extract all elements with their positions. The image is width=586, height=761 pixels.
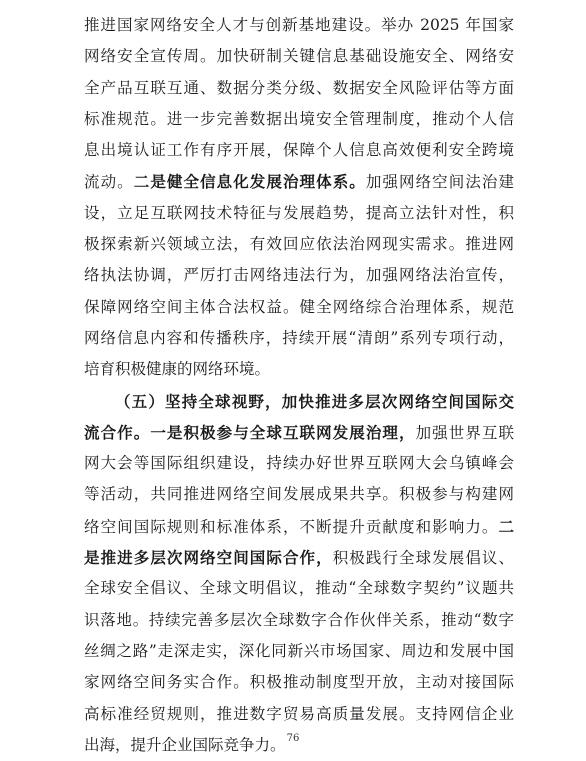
paragraph-1	[84, 10, 514, 386]
text-line: 设，立足互联网技术特征与发展趋势，提高立法针对性，积	[84, 203, 514, 222]
text-line: 全球安全倡议、全球文明倡议，推动“全球数字契约”议题共	[84, 579, 514, 598]
text-line: 培育积极健康的网络环境。	[84, 360, 271, 379]
text-span: 络空间国际规则和标准体系，不断提升贡献度和影响力。	[84, 517, 499, 536]
text-span: 加强网络空间法治建	[365, 173, 514, 192]
text-line: 络执法协调，严厉打击网络违法行为，加强网络法治宣传，	[84, 266, 514, 285]
text-line: 极探索新兴领域立法，有效回应依法治网现实需求。推进网	[84, 235, 514, 254]
bold-heading: 二	[498, 516, 514, 536]
bold-heading: 二是健全信息化发展治理体系。	[133, 172, 366, 192]
paragraph-2	[84, 386, 514, 761]
bold-heading: 流合作。一是积极参与全球互联网发展治理，	[84, 422, 416, 442]
body-text	[84, 10, 514, 761]
text-line: 网大会等国际组织建设，持续办好世界互联网大会乌镇峰会	[84, 454, 514, 473]
text-line: 识落地。持续完善多层次全球数字合作伙伴关系，推动“数字	[84, 610, 514, 629]
text-line: 等活动，共同推进网络空间发展成果共享。积极参与构建网	[84, 485, 514, 504]
text-line: 推进国家网络安全人才与创新基地建设。举办 2025 年国家	[84, 16, 514, 34]
text-span: 加强世界互联	[415, 423, 514, 442]
text-line: 标准规范。进一步完善数据出境安全管理制度，推动个人信	[84, 109, 514, 128]
section-heading-line: （五）坚持全球视野，加快推进多层次网络空间国际交	[115, 391, 514, 411]
text-line	[84, 511, 514, 542]
bold-heading: 是推进多层次网络空间国际合作，	[84, 548, 333, 568]
page-number: 76	[286, 733, 300, 744]
text-line: 网络安全宣传周。加快研制关键信息基础设施安全、网络安	[84, 47, 514, 66]
text-line: 高标准经贸规则，推进数字贸易高质量发展。支持网信企业	[84, 704, 514, 723]
text-line: 息出境认证工作有序开展，保障个人信息高效便利安全跨境	[84, 141, 514, 160]
text-span: 积极践行全球发展倡议、	[332, 549, 514, 568]
text-line	[84, 166, 514, 197]
text-line: 丝绸之路”走深走实，深化同新兴市场国家、周边和发展中国	[84, 641, 514, 660]
text-line	[84, 542, 514, 573]
text-line: 网络信息内容和传播秩序，持续开展“清朗”系列专项行动，	[84, 328, 514, 347]
text-line	[84, 417, 514, 448]
text-span: 流动。	[84, 173, 134, 192]
text-line: 家网络空间务实合作。积极推动制度型开放，主动对接国际	[84, 673, 514, 692]
text-line: 全产品互联互通、数据分类分级、数据安全风险评估等方面	[84, 78, 514, 97]
text-line: 出海，提升企业国际竞争力。	[84, 735, 286, 754]
text-line: 保障网络空间主体合法权益。健全网络综合治理体系，规范	[84, 297, 514, 316]
